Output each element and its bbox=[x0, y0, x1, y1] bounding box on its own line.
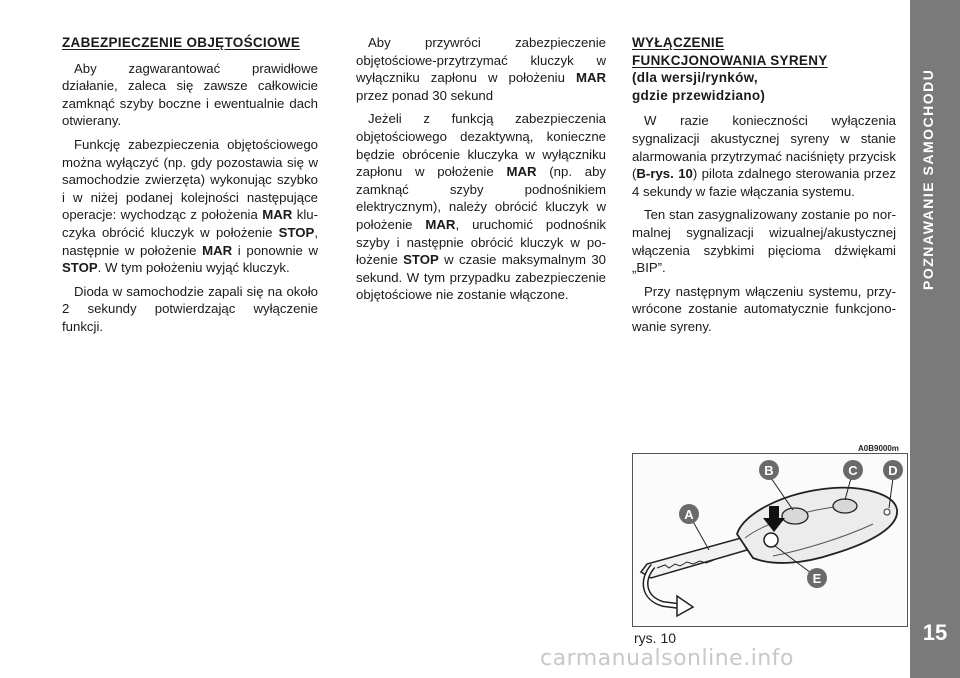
paragraph-text: W razie konieczności wyłączenia sygnalizacji akustycznej syreny w stanie alarmowania przytrzymać naciśnięty przycisk ( bbox=[632, 113, 896, 182]
heading-line: WYŁĄCZENIE bbox=[632, 35, 725, 50]
subheading-line: (dla wersji/rynków, bbox=[632, 70, 758, 86]
callout-e bbox=[807, 568, 827, 588]
section-title: POZNAWANIE SAMOCHODU bbox=[920, 68, 936, 290]
key-fob-drawing bbox=[633, 454, 907, 626]
paragraph-text: Jeżeli z funkcją zabezpieczenia objętościowego dezaktywną, konieczne będzie obrócenie kluczyka w wyłączniku zapłonu w położenie bbox=[356, 111, 606, 180]
key-position-mar: MAR bbox=[202, 242, 233, 258]
key-blade bbox=[641, 538, 747, 578]
paragraph-text: . W tym położeniu wyjąć kluczyk. bbox=[97, 260, 290, 276]
callout-b bbox=[759, 460, 779, 480]
key-position-mar: MAR bbox=[262, 207, 293, 223]
callout-c-label: C bbox=[848, 463, 858, 478]
button-c bbox=[833, 499, 857, 513]
callout-c bbox=[843, 460, 863, 480]
paragraph bbox=[356, 34, 606, 104]
key-position-mar: MAR bbox=[575, 70, 606, 86]
key-position-mar: MAR bbox=[506, 164, 537, 180]
key-position-stop: STOP bbox=[62, 260, 98, 276]
callout-d-label: D bbox=[888, 463, 898, 478]
callout-b-label: B bbox=[764, 463, 774, 478]
callout-a bbox=[679, 504, 699, 524]
led bbox=[884, 509, 890, 515]
release-button-e bbox=[764, 533, 778, 547]
paragraph-text: Dioda w samochodzie zapali się na około 2 sekundy potwierdzając wyłączenie funkcji. bbox=[62, 283, 318, 334]
paragraph-text: Funkcję zabezpieczenia objętościowego można wyłączyć (np. gdy pozostawia się w samochodzie zwierzęta) wykonując szybko i w niżej podanej kolejności następujące operacje: wychodząc z położenia bbox=[62, 136, 318, 223]
paragraph-text: w czasie maksymalnym 30 sekund. W tym przypadku zabezpieczenie objętościowe nie zostanie włączone. bbox=[356, 252, 606, 303]
paragraph bbox=[632, 112, 896, 200]
figure-reference: B-rys. 10 bbox=[636, 166, 693, 182]
paragraph-text: i ponownie w bbox=[232, 242, 318, 258]
heading-line: FUNKCJONOWANIA SYRENY bbox=[632, 52, 828, 68]
figure-code: A0B9000m bbox=[858, 444, 899, 453]
column-volumetric-protection bbox=[62, 34, 318, 342]
paragraph bbox=[62, 283, 318, 336]
paragraph-text: Aby przywróci zabezpieczenie objętościowe-przytrzymać kluczyk w wyłączniku zapłonu w położeniu bbox=[356, 35, 606, 86]
watermark: carmanualsonline.info bbox=[540, 646, 794, 671]
paragraph-text: kluczyka obrócić kluczyk w położenie bbox=[62, 207, 318, 240]
figure-caption: rys. 10 bbox=[634, 630, 677, 646]
paragraph-text: (np. aby zamknąć szyby podnośnikiem elektrycznym), należy obrócić kluczyk w położenie bbox=[356, 164, 606, 232]
paragraph-text: Ten stan zasygnalizowany zostanie po normalnej sygnalizacji wizualnej/akustycznej włączenia szybkimi pięcioma dźwiękami „BIP”. bbox=[632, 207, 896, 276]
subheading-line: gdzie przewidziano) bbox=[632, 87, 766, 103]
callout-a-label: A bbox=[684, 507, 694, 522]
paragraph bbox=[632, 283, 896, 336]
paragraph-text: ) pilota zdalnego sterowania przez 4 sekundy w fazie włączania systemu. bbox=[632, 166, 896, 199]
paragraph-text: przez ponad 30 sekund bbox=[356, 87, 494, 103]
callout-e-label: E bbox=[812, 571, 822, 586]
paragraph bbox=[62, 60, 318, 130]
callout-d bbox=[883, 460, 903, 480]
heading-siren-disable bbox=[632, 34, 896, 104]
column-siren-disable bbox=[632, 34, 896, 342]
paragraph bbox=[62, 136, 318, 277]
key-position-mar: MAR bbox=[425, 216, 456, 232]
paragraph-text: , następnie w położenie bbox=[62, 224, 318, 258]
column-restore-protection bbox=[356, 34, 606, 310]
page-number: 15 bbox=[922, 620, 948, 645]
paragraph-text: Przy następnym włączeniu systemu, przywrócone zostanie automatycznie funkcjonowanie syreny. bbox=[632, 283, 896, 334]
remote-fob-body bbox=[737, 488, 897, 563]
paragraph-text: Aby zagwarantować prawidłowe działanie, zaleca się zawsze całkowicie zamknąć szyby boczne i ewentualnie dach otwierany. bbox=[62, 60, 318, 129]
paragraph-text: , uruchomić podnośnik szyby i następnie obrócić kluczyk w położenie bbox=[356, 216, 606, 268]
key-position-stop: STOP bbox=[403, 252, 439, 268]
key-position-stop: STOP bbox=[278, 224, 315, 240]
paragraph bbox=[632, 206, 896, 276]
button-b bbox=[782, 508, 808, 524]
paragraph bbox=[356, 110, 606, 304]
heading-volumetric-protection: ZABEZPIECZENIE OBJĘTOŚCIOWE bbox=[62, 35, 301, 50]
key-fob-illustration bbox=[632, 453, 908, 627]
